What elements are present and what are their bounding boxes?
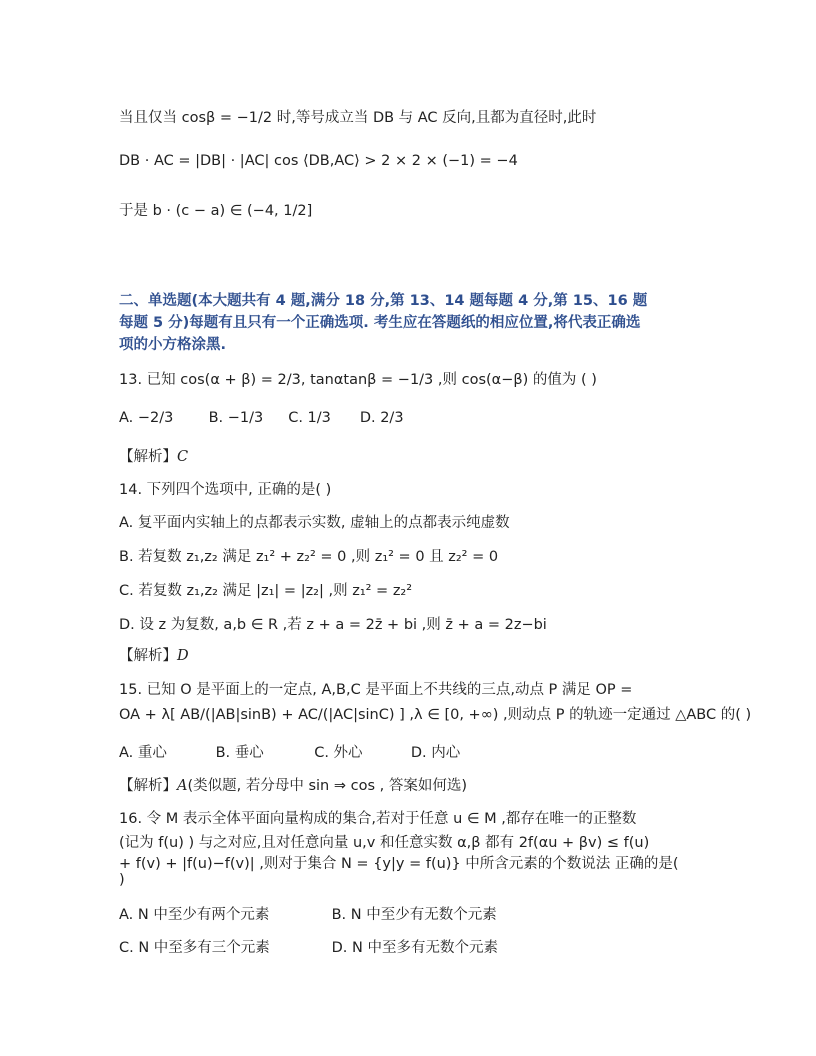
q16-option-b: B. N 中至少有无数个元素 bbox=[331, 907, 497, 923]
q15-options bbox=[119, 741, 460, 762]
q15-option-b: B. 垂心 bbox=[215, 745, 264, 761]
q14-option-c: C. 若复数 z₁,z₂ 满足 |z₁| = |z₂| ,则 z₁² = z₂² bbox=[119, 583, 413, 599]
q16-stem-line-4: ) bbox=[119, 872, 125, 888]
prev-line-3: 于是 b · (c − a) ∈ (−4, 1/2] bbox=[119, 203, 313, 219]
q13-option-c: C. 1/3 bbox=[288, 410, 331, 426]
q15-option-d: D. 内心 bbox=[410, 745, 461, 761]
q16-option-a: A. N 中至少有两个元素 bbox=[119, 907, 270, 923]
q14-stem: 14. 下列四个选项中, 正确的是( ) bbox=[119, 482, 332, 498]
section-heading-line-3: 项的小方格涂黑. bbox=[119, 337, 227, 353]
q14-answer-label: 【解析】 bbox=[119, 648, 177, 664]
q14-answer-value: D bbox=[177, 648, 189, 664]
q13-answer-value: C bbox=[177, 449, 189, 465]
q16-options-row-1 bbox=[119, 903, 497, 924]
prev-line-1: 当且仅当 cosβ = −1/2 时,等号成立当 DB 与 AC 反向,且都为直径时,此时 bbox=[119, 110, 597, 126]
q15-option-c: C. 外心 bbox=[314, 745, 363, 761]
q15-answer-value: A bbox=[177, 778, 188, 794]
q13-answer bbox=[119, 445, 188, 466]
q15-stem-line-2: OA + λ[ AB/(|AB|sinB) + AC/(|AC|sinC) ] ,λ ∈ [0, +∞) ,则动点 P 的轨迹一定通过 △ABC 的( ) bbox=[119, 707, 752, 723]
q13-options bbox=[119, 410, 404, 426]
q15-option-a: A. 重心 bbox=[119, 745, 167, 761]
q13-stem: 13. 已知 cos(α + β) = 2/3, tanαtanβ = −1/3 ,则 cos(α−β) 的值为 ( ) bbox=[119, 372, 597, 388]
q16-option-d: D. N 中至多有无数个元素 bbox=[331, 940, 498, 956]
q14-option-b: B. 若复数 z₁,z₂ 满足 z₁² + z₂² = 0 ,则 z₁² = 0 且 z₂² = 0 bbox=[119, 549, 499, 565]
q13-option-a: A. −2/3 bbox=[119, 410, 174, 426]
q16-stem-line-2: (记为 f(u) ) 与之对应,且对任意向量 u,v 和任意实数 α,β 都有 2f(αu + βv) ≤ f(u) bbox=[119, 835, 650, 851]
q13-answer-label: 【解析】 bbox=[119, 449, 177, 465]
q15-stem-line-1: 15. 已知 O 是平面上的一定点, A,B,C 是平面上不共线的三点,动点 P 满足 OP = bbox=[119, 682, 633, 698]
q14-option-d: D. 设 z 为复数, a,b ∈ R ,若 z + a = 2z̄ + bi ,则 z̄ + a = 2z−bi bbox=[119, 617, 547, 633]
prev-line-2: DB · AC = |DB| · |AC| cos ⟨DB,AC⟩ > 2 × 2 × (−1) = −4 bbox=[119, 153, 518, 169]
q15-answer-note: (类似题, 若分母中 sin ⇒ cos , 答案如何选) bbox=[187, 778, 467, 794]
section-heading-line-2: 每题 5 分)每题有且只有一个正确选项. 考生应在答题纸的相应位置,将代表正确选 bbox=[119, 315, 641, 331]
q14-answer bbox=[119, 644, 189, 665]
q16-option-c: C. N 中至多有三个元素 bbox=[119, 940, 270, 956]
q16-stem-line-1: 16. 令 M 表示全体平面向量构成的集合,若对于任意 u ∈ M ,都存在唯一的正整数 bbox=[119, 811, 637, 827]
q13-option-d: D. 2/3 bbox=[359, 410, 404, 426]
q15-answer-label: 【解析】 bbox=[119, 778, 177, 794]
q16-stem-line-3: + f(v) + |f(u)−f(v)| ,则对于集合 N = {y|y = f(u)} 中所含元素的个数说法 正确的是( bbox=[119, 856, 679, 872]
q16-options-row-2 bbox=[119, 936, 498, 957]
q15-answer bbox=[119, 774, 467, 795]
q13-option-b: B. −1/3 bbox=[208, 410, 264, 426]
section-heading-line-1: 二、单选题(本大题共有 4 题,满分 18 分,第 13、14 题每题 4 分,第 15、16 题 bbox=[119, 293, 648, 309]
q14-option-a: A. 复平面内实轴上的点都表示实数, 虚轴上的点都表示纯虚数 bbox=[119, 515, 510, 531]
